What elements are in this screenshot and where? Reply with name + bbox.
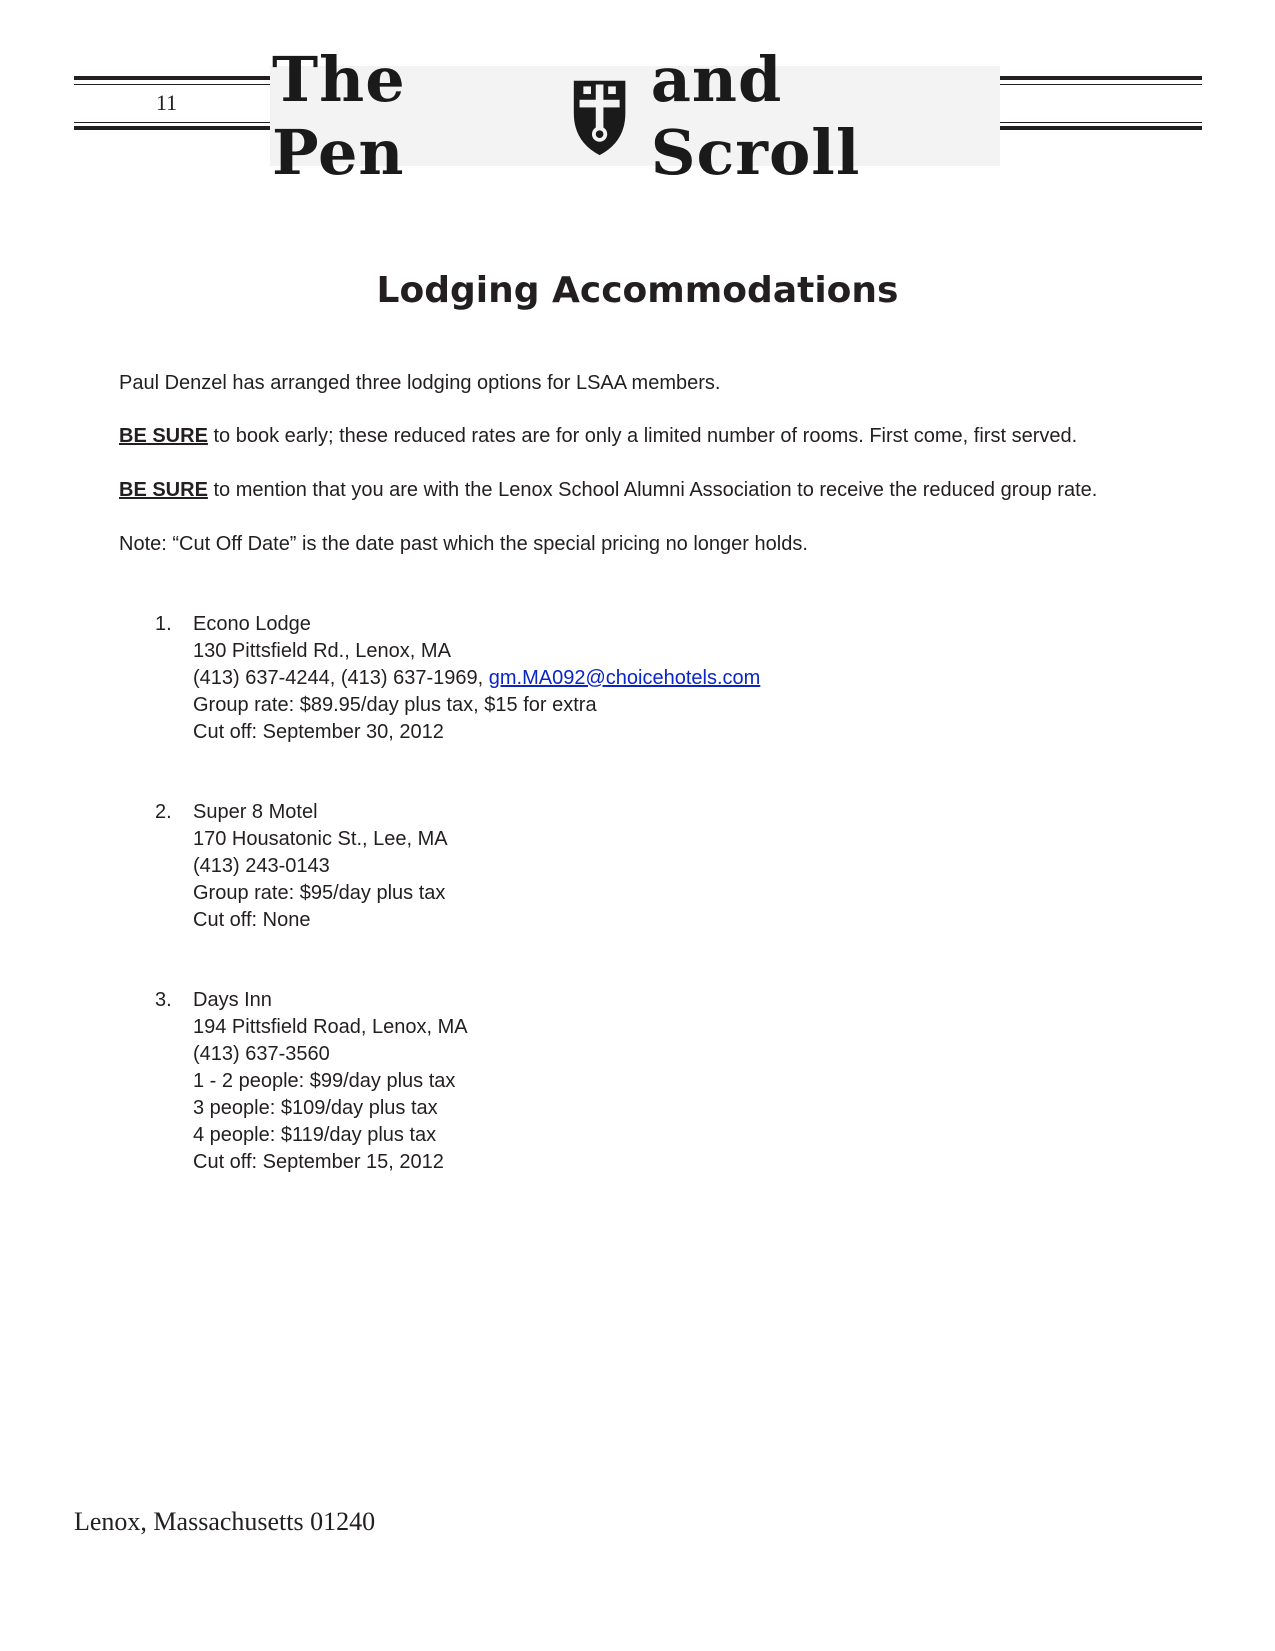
lodging-cutoff: Cut off: September 15, 2012 [193, 1151, 444, 1173]
footer-location: Lenox, Massachusetts 01240 [74, 1507, 376, 1536]
be-sure-emphasis: BE SURE [119, 425, 208, 447]
masthead-right-rules [1000, 76, 1202, 132]
lodging-phone: (413) 637-3560 [193, 1043, 330, 1065]
mention-association-paragraph [119, 477, 1097, 503]
masthead [74, 43, 1202, 189]
lodging-rate: 1 - 2 people: $99/day plus tax [193, 1070, 456, 1092]
list-number: 1. [155, 613, 172, 635]
masthead-title [272, 43, 998, 189]
lodging-address: 130 Pittsfield Rd., Lenox, MA [193, 640, 451, 662]
school-crest-icon [570, 73, 629, 159]
book-early-text: to book early; these reduced rates are for only a limited number of rooms. First come, first served. [207, 425, 1078, 447]
lodging-name: Econo Lodge [193, 613, 311, 635]
mention-association-text: to mention that you are with the Lenox School Alumni Association to receive the reduced group rate. [207, 479, 1098, 501]
lodging-rate: Group rate: $95/day plus tax [193, 882, 446, 904]
cutoff-note-paragraph: Note: “Cut Off Date” is the date past which the special pricing no longer holds. [119, 533, 808, 555]
email-link[interactable]: gm.MA092@choicehotels.com [488, 667, 761, 689]
lodging-cutoff: Cut off: September 30, 2012 [193, 721, 444, 743]
intro-paragraph: Paul Denzel has arranged three lodging options for LSAA members. [119, 372, 721, 394]
masthead-title-part1: The Pen [272, 43, 406, 189]
book-early-paragraph [119, 423, 1077, 449]
lodging-phone: (413) 243-0143 [193, 855, 330, 877]
masthead-title-part2: and Scroll [650, 43, 861, 189]
list-number: 3. [155, 989, 172, 1011]
lodging-rate: 4 people: $119/day plus tax [193, 1124, 437, 1146]
lodging-cutoff: Cut off: None [193, 909, 311, 931]
lodging-address: 194 Pittsfield Road, Lenox, MA [193, 1016, 468, 1038]
lodging-phone: (413) 637-4244, (413) 637-1969, [193, 667, 489, 689]
lodging-contact [193, 665, 760, 692]
page-heading: Lodging Accommodations [376, 270, 899, 311]
lodging-name: Super 8 Motel [193, 801, 318, 823]
page-number: 11 [156, 90, 178, 115]
lodging-name: Days Inn [193, 989, 272, 1011]
lodging-rate: 3 people: $109/day plus tax [193, 1097, 438, 1119]
lodging-rate: Group rate: $89.95/day plus tax, $15 for extra [193, 694, 597, 716]
lodging-address: 170 Housatonic St., Lee, MA [193, 828, 448, 850]
list-number: 2. [155, 801, 172, 823]
be-sure-emphasis: BE SURE [119, 479, 208, 501]
